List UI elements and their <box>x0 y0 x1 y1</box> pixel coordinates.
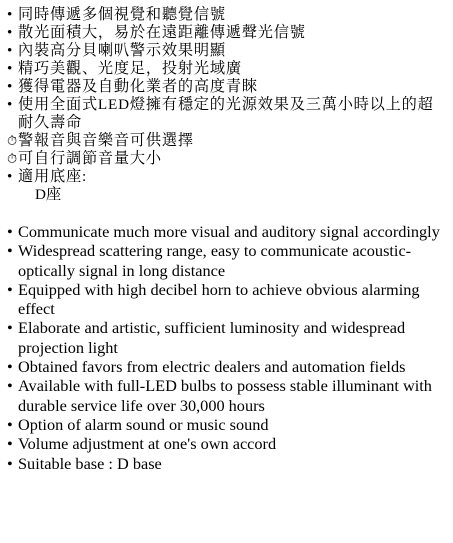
en-feature-item <box>7 434 447 453</box>
section-spacer <box>7 204 447 222</box>
zh-feature-text: 獲得電器及自動化業者的高度青睞 <box>18 78 258 95</box>
timer-icon: ⏱ <box>7 133 18 148</box>
en-feature-item <box>7 415 447 434</box>
en-feature-item <box>7 357 447 376</box>
zh-feature-text: 精巧美觀、光度足，投射光域廣 <box>18 60 242 77</box>
en-feature-item <box>7 376 447 415</box>
bullet-marker: • <box>7 453 13 473</box>
zh-feature-item <box>7 24 447 42</box>
zh-feature-text: 散光面積大，易於在遠距離傳遞聲光信號 <box>18 24 306 41</box>
zh-feature-item <box>7 60 447 78</box>
en-feature-text: Option of alarm sound or music sound <box>18 414 269 434</box>
timer-icon: ⏱ <box>7 151 18 166</box>
zh-feature-text: 同時傳遞多個視覺和聽覺信號 <box>18 6 226 23</box>
en-feature-text: Communicate much more visual and auditory signal accordingly <box>18 222 440 241</box>
en-feature-item <box>7 280 447 319</box>
en-feature-text: Equipped with high decibel horn to achieve obvious alarming effect <box>18 279 420 319</box>
en-feature-text: Elaborate and artistic, sufficient luminosity and widespread projection light <box>18 318 406 357</box>
zh-feature-text: 可自行調節音量大小 <box>18 150 162 167</box>
bullet-marker: • <box>7 318 13 338</box>
english-feature-list <box>7 222 447 473</box>
zh-feature-item <box>7 150 447 168</box>
bullet-marker: • <box>7 376 13 396</box>
bullet-marker: • <box>7 78 14 95</box>
bullet-marker: • <box>7 222 13 241</box>
chinese-feature-list <box>7 6 447 186</box>
en-feature-text: Available with full-LED bulbs to possess stable illuminant with durable service life over 30,000 hours <box>18 376 432 415</box>
zh-feature-text: 內裝高分貝喇叭警示效果明顯 <box>18 42 226 59</box>
zh-feature-text: 使用全面式LED燈擁有穩定的光源效果及三萬小時以上的超耐久壽命 <box>18 96 434 131</box>
en-feature-item <box>7 454 447 473</box>
zh-feature-text: 警報音與音樂音可供選擇 <box>18 132 194 149</box>
bullet-marker: • <box>7 60 14 77</box>
zh-feature-item <box>7 132 447 150</box>
en-feature-text: Volume adjustment at one's own accord <box>18 434 277 454</box>
en-feature-text: Suitable base : D base <box>18 453 162 473</box>
bullet-marker: • <box>7 24 14 41</box>
zh-feature-item <box>7 42 447 60</box>
zh-feature-item <box>7 78 447 96</box>
bullet-marker: • <box>7 414 13 434</box>
bullet-marker: • <box>7 241 13 261</box>
bullet-marker: • <box>7 434 13 454</box>
bullet-marker: • <box>7 6 14 23</box>
zh-feature-item <box>7 168 447 186</box>
zh-feature-item <box>7 96 447 132</box>
zh-base-value: D座 <box>35 186 62 203</box>
en-feature-item <box>7 241 447 280</box>
bullet-marker: • <box>7 279 13 299</box>
bullet-marker: • <box>7 357 13 377</box>
bullet-marker: • <box>7 96 14 113</box>
en-feature-text: Widespread scattering range, easy to communicate acoustic-optically signal in long distance <box>18 241 412 280</box>
en-feature-item <box>7 318 447 357</box>
bullet-marker: • <box>7 42 14 59</box>
en-feature-text: Obtained favors from electric dealers and automation fields <box>18 357 406 377</box>
zh-feature-item <box>7 6 447 24</box>
zh-feature-text: 適用底座: <box>18 168 87 185</box>
bullet-marker: • <box>7 168 14 185</box>
en-feature-item <box>7 222 447 241</box>
